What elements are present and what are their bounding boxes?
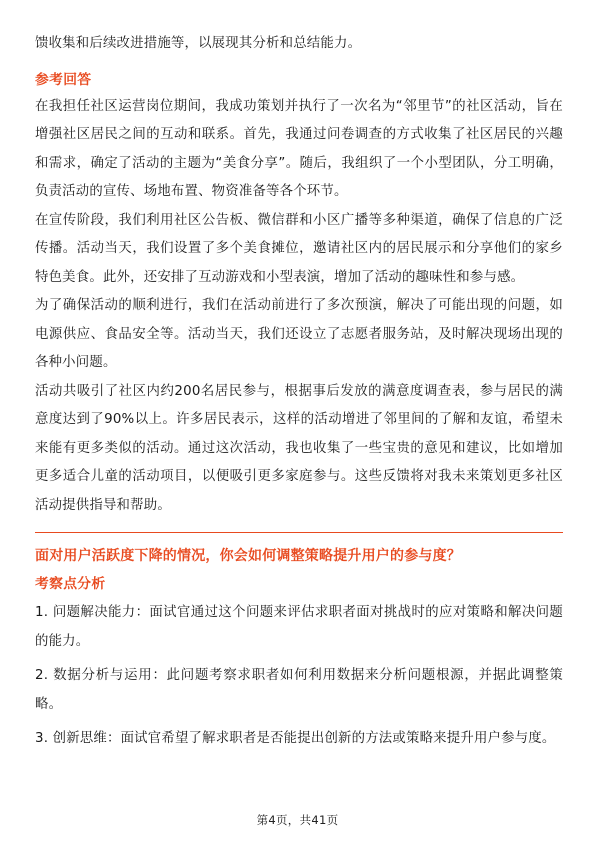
- intro-tail-text: 馈收集和后续改进措施等，以展现其分析和总结能力。: [35, 36, 362, 51]
- analysis-item-1: 1. 问题解决能力：面试官通过这个问题来评估求职者面对挑战时的应对策略和解决问题的能力。: [35, 605, 563, 649]
- answer-heading: 参考回答: [35, 71, 92, 88]
- question-heading: 面对用户活跃度下降的情况，你会如何调整策略提升用户的参与度？: [35, 548, 461, 564]
- answer-paragraph-3: 为了确保活动的顺利进行，我们在活动前进行了多次预演，解决了可能出现的问题，如电源供应、食品安全等。活动当天，我们还设立了志愿者服务站，及时解决现场出现的各种小问题。: [35, 298, 563, 370]
- answer-paragraph-2: 在宣传阶段，我们利用社区公告板、微信群和小区广播等多种渠道，确保了信息的广泛传播。活动当天，我们设置了多个美食摊位，邀请社区内的居民展示和分享他们的家乡特色美食。此外，还安排了互动游戏和小型表演，增加了活动的趣味性和参与感。: [35, 212, 563, 285]
- page-number-footer: 第4页，共41页: [256, 813, 339, 827]
- analysis-item-3: 3. 创新思维：面试官希望了解求职者是否能提出创新的方法或策略来提升用户参与度。: [35, 731, 556, 746]
- page-content: [35, 30, 563, 754]
- answer-paragraph-1: 在我担任社区运营岗位期间，我成功策划并执行了一次名为“邻里节”的社区活动，旨在增强社区居民之间的互动和联系。首先，我通过问卷调查的方式收集了社区居民的兴趣和需求，确定了活动的主题为“美食分享”。随后，我组织了一个小型团队，分工明确，负责活动的宣传、场地布置、物资准备等各个环节。: [35, 98, 563, 199]
- answer-paragraph-4: 活动共吸引了社区内约200名居民参与，根据事后发放的满意度调查表，参与居民的满意度达到了90%以上。许多居民表示，这样的活动增进了邻里间的了解和友谊，希望未来能有更多类似的活动。通过这次活动，我也收集了一些宝贵的意见和建议，比如增加更多适合儿童的活动项目，以便吸引更多家庭参与。这些反馈将对我未来策划更多社区活动提供指导和帮助。: [35, 383, 563, 513]
- analysis-item-2: 2. 数据分析与运用：此问题考察求职者如何利用数据来分析问题根源，并据此调整策略。: [35, 668, 563, 712]
- analysis-heading: 考察点分析: [35, 576, 106, 592]
